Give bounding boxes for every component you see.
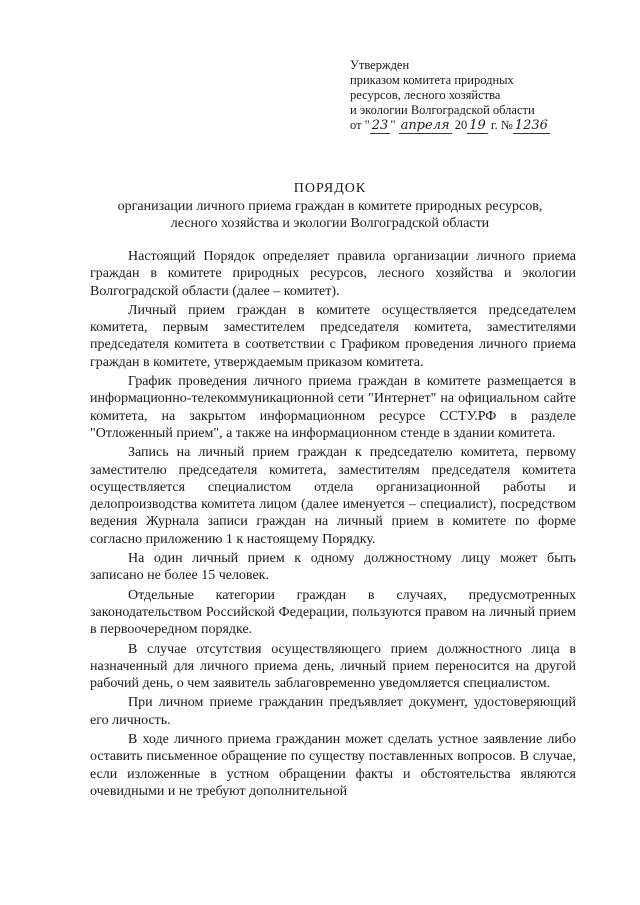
date-prefix: от " <box>350 118 370 132</box>
handwritten-month: апреля <box>400 118 450 133</box>
quote-close: " <box>390 118 396 132</box>
approval-line-2: приказом комитета природных <box>350 73 514 87</box>
paragraph: Запись на личный прием граждан к председателю комитета, первому заместителю председателя комитета, заместителям председателя комитета осуществляется специалистом отдела организационной работы и делопроизводства комитета лицом (далее именуется – специалист), посредством ведения Журнала записи граждан на личный прием в комитете по форме согласно приложению 1 к настоящему Порядку. <box>90 445 576 547</box>
title-subtitle-1: организации личного приема граждан в комитете природных ресурсов, <box>117 199 543 214</box>
year-prefix: 20 <box>454 118 468 132</box>
title-subtitle-2: лесного хозяйства и экологии Волгоградской области <box>170 216 490 231</box>
paragraph: Личный прием граждан в комитете осуществляется председателем комитета, первым заместителем председателя комитета, заместителями председателя комитета в соответствии с Графиком проведения личного приема граждан в комитете, утверждаемым приказом комитета. <box>90 302 576 370</box>
handwritten-day: 23 <box>371 118 389 133</box>
approval-date-line <box>350 118 600 133</box>
document-title <box>90 180 570 232</box>
approval-stamp <box>350 58 600 133</box>
approval-line-4: и экологии Волгоградской области <box>350 103 535 117</box>
paragraph: Отдельные категории граждан в случаях, предусмотренных законодательством Российской Федерации, пользуются правом на личный прием в первоочередном порядке. <box>90 587 576 638</box>
paragraph: В случае отсутствия осуществляющего прием должностного лица в назначенный для личного приема день, личный прием переносится на другой рабочий день, о чем заявитель заблаговременно уведомляется специалистом. <box>90 641 576 692</box>
paragraph: График проведения личного приема граждан в комитете размещается в информационно-телекоммуникационной сети "Интернет" на официальном сайте комитета, на закрытом информационном ресурсе ССТУ.РФ в разделе "Отложенный прием", а также на информационном стенде в здании комитета. <box>90 374 576 441</box>
paragraph: Настоящий Порядок определяет правила организации личного приема граждан в комитете природных ресурсов, лесного хозяйства и экологии Волгоградской области (далее – комитет). <box>90 249 576 299</box>
paragraph: В ходе личного приема гражданин может сделать устное заявление либо оставить письменное обращение по существу поставленных вопросов. В случае, если изложенные в устном обращении факты и обстоятельства являются очевидными и не требуют дополнительной <box>90 732 576 799</box>
approval-line-3: ресурсов, лесного хозяйства <box>350 88 501 102</box>
approval-line-1: Утвержден <box>350 58 410 72</box>
number-prefix: г. № <box>487 118 513 132</box>
paragraph: На один личный прием к одному должностному лицу может быть записано не более 15 человек. <box>90 551 576 584</box>
title-main: ПОРЯДОК <box>293 181 367 196</box>
handwritten-year: 19 <box>469 118 486 133</box>
handwritten-number: 1236 <box>514 118 548 133</box>
document-body <box>90 248 576 802</box>
paragraph: При личном приеме гражданин предъявляет документ, удостоверяющий его личность. <box>90 695 576 728</box>
